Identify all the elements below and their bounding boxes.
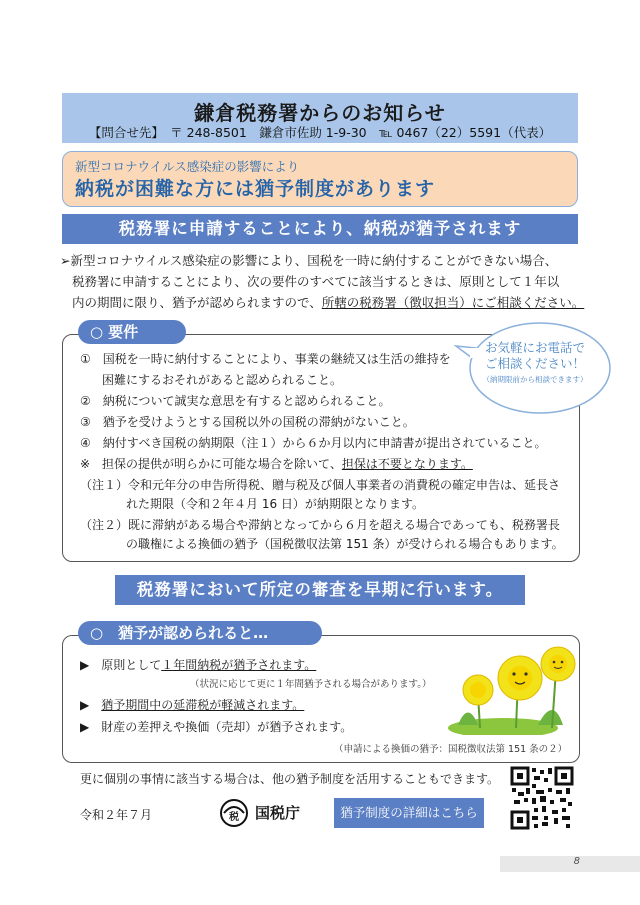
- grace-item-2: [80, 696, 304, 714]
- details-link-button[interactable]: 猶予制度の詳細はこちら: [334, 798, 484, 828]
- intro-line-1: ➢新型コロナウイルス感染症の影響により、国税を一時に納付することができない場合、: [60, 253, 558, 268]
- collateral-note-text: ※ 担保の提供が明らかに可能な場合を除いて、: [80, 457, 342, 471]
- intro-paragraph: [60, 250, 590, 313]
- logo-mark-text: 税: [229, 812, 239, 823]
- grace-footnote: （申請による換価の猶予：国税徴収法第 151 条の２）: [334, 744, 568, 755]
- dandelion-illustration: [448, 640, 578, 735]
- collateral-note-emphasis: 担保は不要となります。: [341, 457, 473, 471]
- page-title: 鎌倉税務署からのお知らせ: [194, 101, 446, 125]
- bubble-line-1: お気軽にお電話で: [484, 340, 585, 355]
- section-band-apply: 税務署に申請することにより、納税が猶予されます: [62, 214, 578, 244]
- header-banner: [62, 93, 578, 143]
- requirement-1-line-a: ① 国税を一時に納付することにより、事業の継続又は生活の維持を: [80, 352, 451, 366]
- footnote-1-line-b: れた期限（令和２年４月 16 日）が納期限となります。: [126, 497, 424, 511]
- bubble-line-2: ご相談ください！: [484, 356, 585, 371]
- bubble-note: （納期限前から相談できます）: [482, 375, 588, 384]
- grace-item-2-bullet: ▶: [80, 698, 102, 712]
- footnote-2-line-b: の職権による換価の猶予（国税徴収法第 151 条）が受けられる場合もあります。: [126, 537, 564, 551]
- grace-item-1-note: （状況に応じて更に１年間猶予される場合があります。）: [190, 679, 432, 690]
- footnote-1-line-a: （注１）令和元年分の申告所得税、贈与税及び個人事業者の消費税の確定申告は、延長さ: [80, 478, 561, 492]
- collateral-note: [80, 455, 473, 473]
- grace-item-3: ▶ 財産の差押えや換価（売却）が猶予されます。: [80, 720, 353, 734]
- contact-info: 【問合せ先】 〒 248-8501 鎌倉市佐助 1-9-30 ℡ 0467（22）5591（代表）: [88, 125, 552, 140]
- consult-link-text: 所轄の税務署（徴収担当）にご相談ください。: [321, 295, 585, 310]
- intro-line-3-text: 内の期間に限り、猶予が認められますので、: [72, 295, 322, 310]
- section-band-review: 税務署において所定の審査を早期に行います。: [115, 575, 525, 605]
- notice-box: [62, 151, 578, 207]
- footnote-2-line-a: （注２）既に滞納がある場合や滞納となってから６月を超える場合であっても、税務署長: [80, 518, 560, 532]
- requirement-2: ② 納税について誠実な意思を有すると認められること。: [80, 394, 391, 408]
- grace-item-1-text: ▶ 原則として: [80, 658, 162, 672]
- requirement-1-line-b: 困難にするおそれがあると認められること。: [102, 373, 343, 387]
- grace-item-1-emphasis: １年間納税が猶予されます。: [161, 658, 317, 672]
- intro-line-2: 税務署に申請することにより、次の要件のすべてに該当するときは、原則として１年以: [72, 274, 560, 289]
- nta-logo-icon: [220, 799, 248, 827]
- notice-title: 納税が困難な方には猶予制度があります: [75, 178, 436, 200]
- notice-subtitle: 新型コロナウイルス感染症の影響により: [75, 159, 300, 174]
- grace-item-1: [80, 656, 316, 674]
- grace-item-2-emphasis: 猶予期間中の延滞税が軽減されます。: [101, 698, 305, 712]
- intro-line-3: [60, 292, 590, 313]
- issue-date: 令和２年７月: [80, 808, 153, 822]
- requirement-4: ④ 納付すべき国税の納期限（注１）から６か月以内に申請書が提出されていること。: [80, 436, 547, 450]
- bubble-text: [470, 340, 600, 372]
- other-systems-note: 更に個別の事情に該当する場合は、他の猶予制度を活用することもできます。: [80, 772, 500, 786]
- qr-code-icon[interactable]: [510, 766, 574, 830]
- requirement-3: ③ 猶予を受けようとする国税以外の国税の滞納がないこと。: [80, 415, 415, 429]
- requirements-tab: ○ 要件: [78, 320, 186, 344]
- page-number: 8: [500, 856, 640, 872]
- nta-logo-name: 国税庁: [255, 804, 301, 822]
- grace-tab: ○ 猶予が認められると…: [78, 621, 322, 645]
